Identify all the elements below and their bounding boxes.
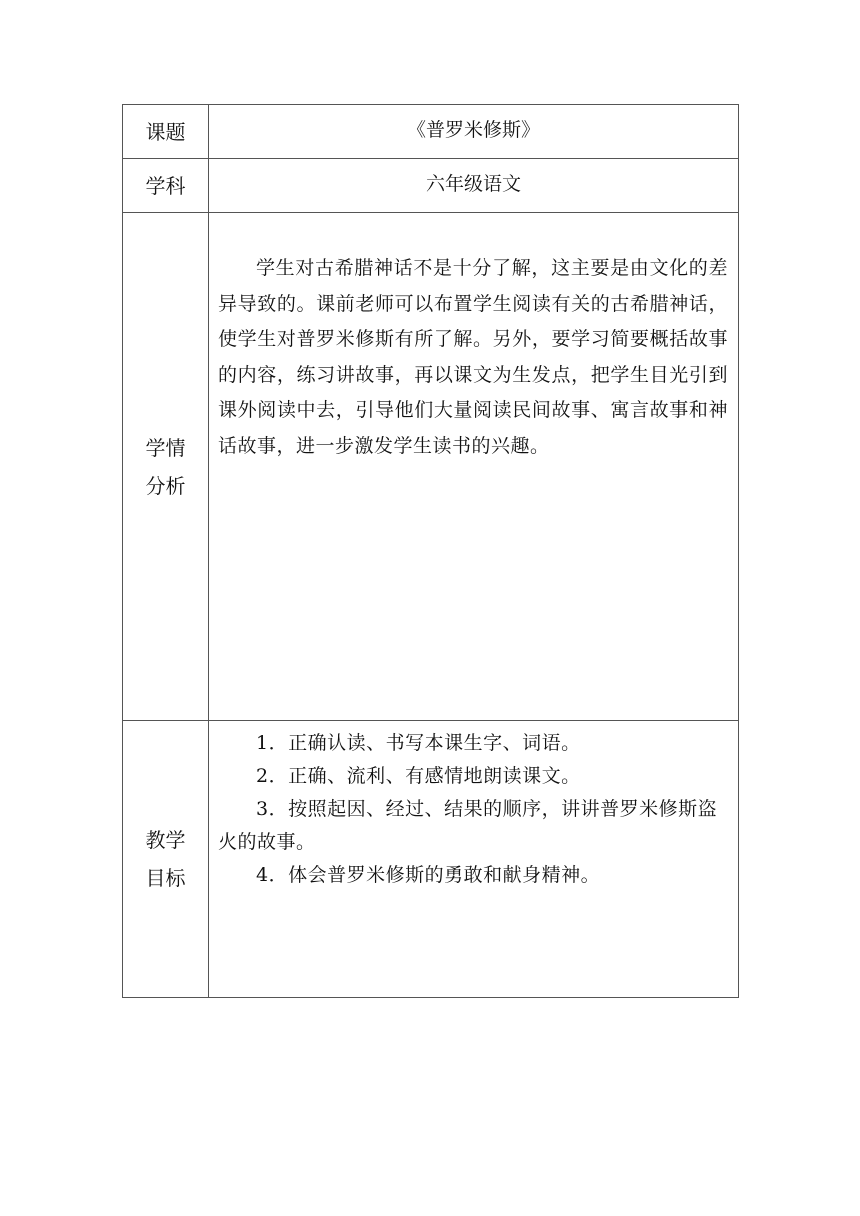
- subject-label: 学科: [123, 159, 209, 213]
- analysis-paragraph: 学生对古希腊神话不是十分了解，这主要是由文化的差异导致的。课前老师可以布置学生阅读有关的古希腊神话，使学生对普罗米修斯有所了解。另外，要学习简要概括故事的内容，练习讲故事，再以课文为生发点，把学生目光引到课外阅读中去，引导他们大量阅读民间故事、寓言故事和神话故事，进一步激发学生读书的兴趣。: [218, 257, 728, 457]
- objective-item-3: 3．按照起因、经过、结果的顺序，讲讲普罗米修斯盗火的故事。: [218, 798, 718, 853]
- topic-value: 《普罗米修斯》: [209, 105, 739, 159]
- objective-item-4: 4．体会普罗米修斯的勇敢和献身精神。: [256, 864, 601, 886]
- objectives-label: [123, 721, 209, 998]
- objectives-label-line2: 目标: [145, 866, 186, 890]
- lesson-plan-table: [122, 104, 739, 998]
- objective-item-1: 1．正确认读、书写本课生字、词语。: [256, 732, 581, 754]
- analysis-row: [123, 213, 739, 721]
- subject-row: [123, 159, 739, 213]
- objectives-label-line1: 教学: [145, 828, 186, 852]
- objectives-row: [123, 721, 739, 998]
- analysis-content: [209, 213, 739, 721]
- analysis-label: [123, 213, 209, 721]
- subject-value: 六年级语文: [209, 159, 739, 213]
- objective-item-2: 2．正确、流利、有感情地朗读课文。: [256, 765, 581, 787]
- analysis-label-line2: 分析: [145, 473, 186, 498]
- topic-row: [123, 105, 739, 159]
- objectives-content: [209, 721, 739, 998]
- topic-label: 课题: [123, 105, 209, 159]
- analysis-label-line1: 学情: [145, 435, 186, 460]
